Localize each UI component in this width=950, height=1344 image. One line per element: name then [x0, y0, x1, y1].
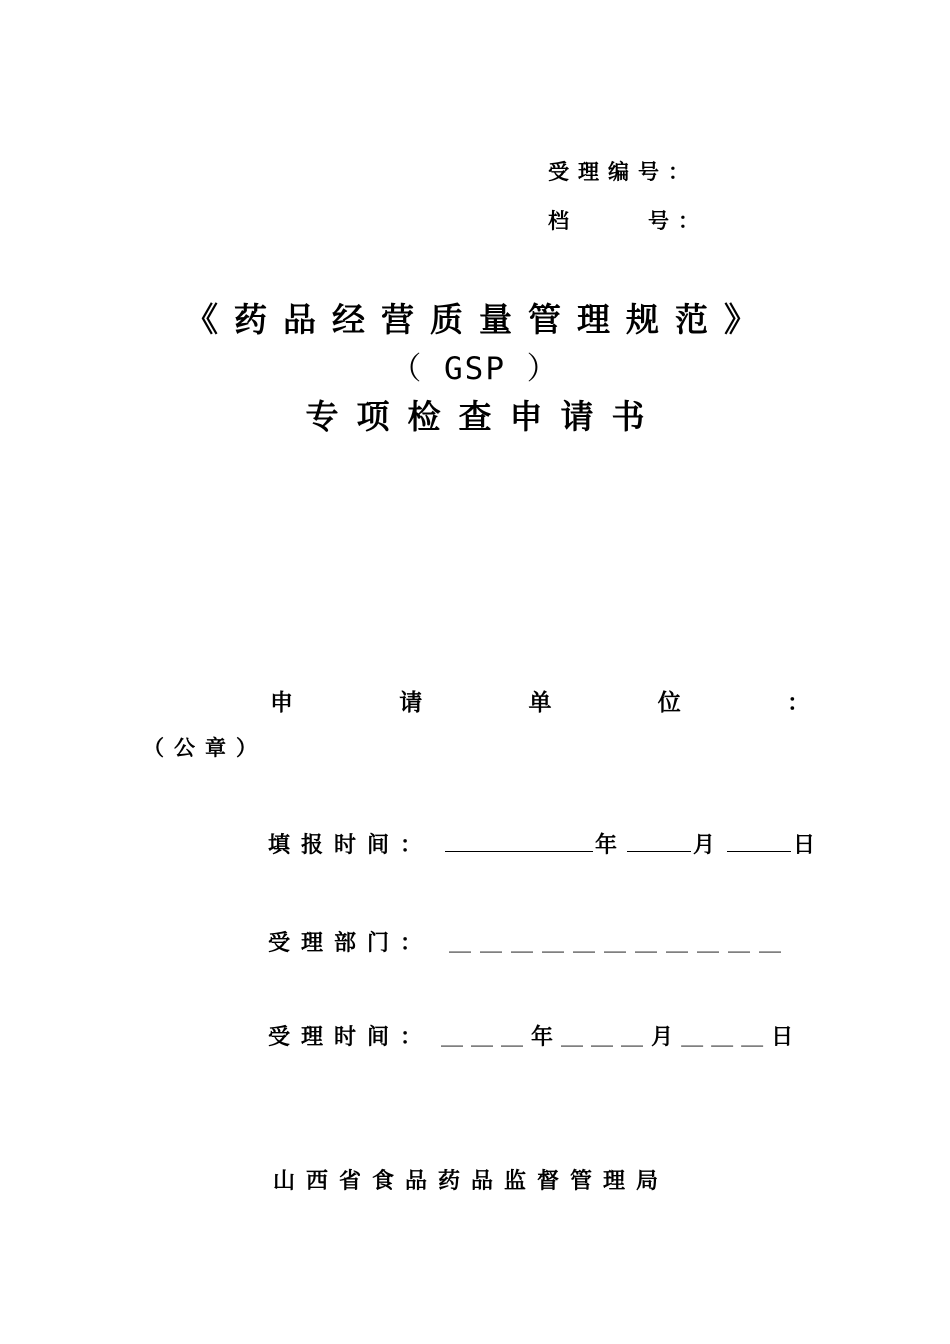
fill-time-row: [268, 828, 815, 859]
accept-dept-label: 受理部门：: [268, 930, 434, 956]
archive-number-label-b: 号：: [648, 208, 708, 233]
applicant-unit-label: [270, 684, 810, 717]
accept-month-unit: 月: [651, 1024, 674, 1050]
applicant-char: ：: [787, 689, 810, 716]
fill-day-blank[interactable]: [727, 829, 791, 852]
archive-number-label-a: 档: [548, 208, 578, 233]
document-subtitle: （ GSP ）: [390, 351, 560, 387]
accept-time-row: [268, 1020, 793, 1051]
accept-year-unit: 年: [531, 1024, 554, 1050]
accept-dept-blank[interactable]: ＿＿＿＿＿＿＿＿＿＿＿: [449, 931, 791, 956]
applicant-char: 单: [528, 689, 552, 716]
document-title: 《药品经营质量管理规范》: [185, 300, 773, 339]
fill-month-unit: 月: [693, 832, 716, 858]
fill-day-unit: 日: [793, 832, 816, 858]
fill-year-blank[interactable]: [445, 829, 593, 852]
applicant-char: 位: [657, 689, 681, 716]
fill-year-unit: 年: [595, 832, 618, 858]
fill-time-label: 填报时间：: [268, 832, 434, 858]
accept-year-blank[interactable]: ＿＿＿: [441, 1025, 532, 1050]
accept-time-label: 受理时间：: [268, 1024, 434, 1050]
applicant-char: 申: [270, 689, 293, 716]
archive-number-label: [548, 205, 708, 235]
issuing-authority: 山西省食品药品监督管理局: [272, 1168, 669, 1194]
seal-note: （公章）: [143, 735, 267, 760]
form-title: 专项检查申请书: [305, 397, 663, 436]
accept-day-blank[interactable]: ＿＿＿: [681, 1025, 772, 1050]
applicant-char: 请: [399, 689, 423, 716]
acceptance-number-label: 受理编号：: [548, 159, 698, 184]
accept-day-unit: 日: [771, 1024, 794, 1050]
accept-dept-row: [268, 926, 790, 957]
accept-month-blank[interactable]: ＿＿＿: [561, 1025, 652, 1050]
fill-month-blank[interactable]: [627, 829, 691, 852]
